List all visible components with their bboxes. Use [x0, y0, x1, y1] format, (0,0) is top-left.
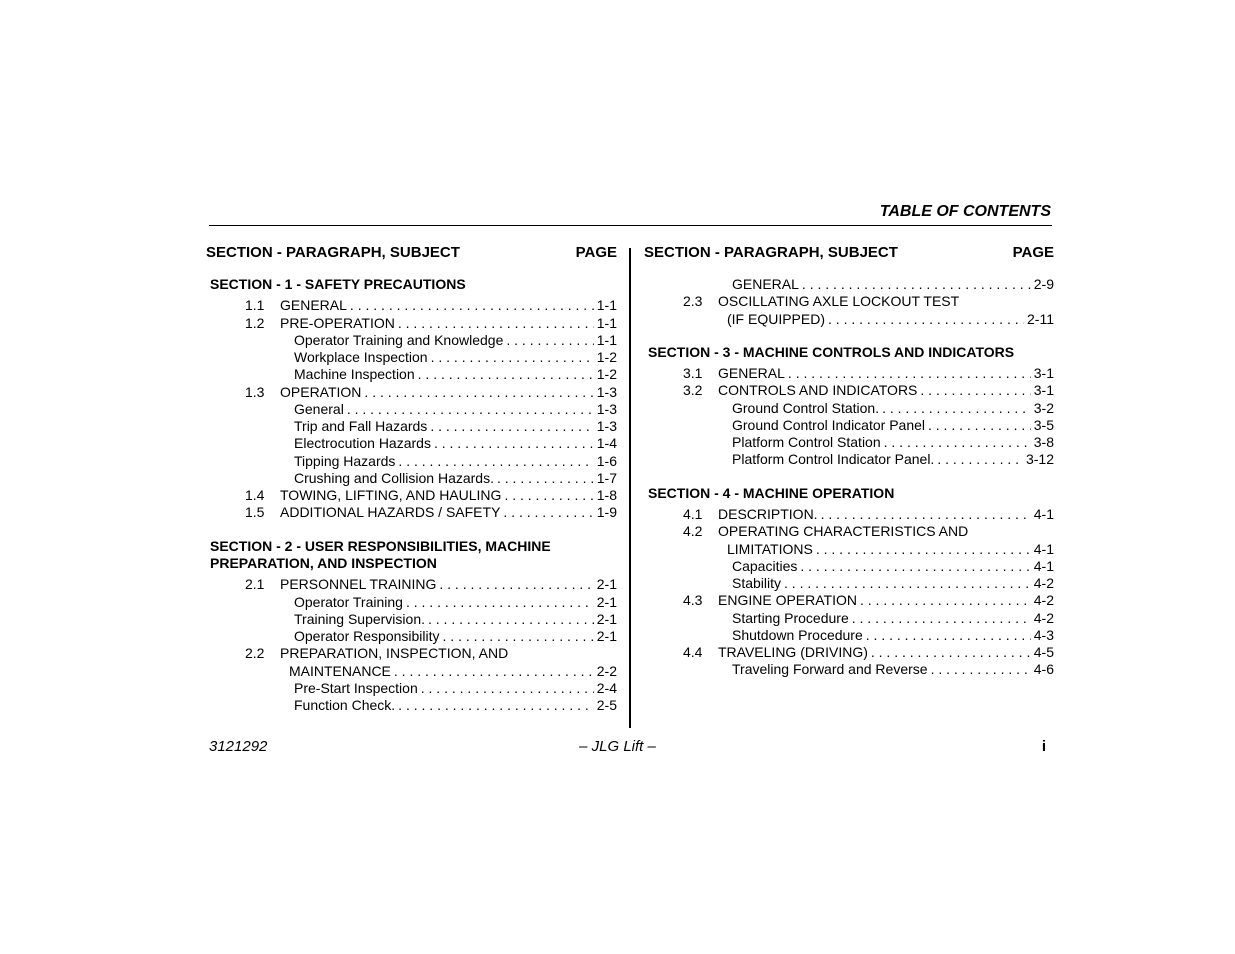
dot-leader	[497, 470, 594, 487]
toc-entry[interactable]	[644, 558, 1054, 575]
toc-entry[interactable]	[644, 451, 1054, 468]
toc-entry-page: 3-1	[1033, 365, 1054, 382]
toc-entry[interactable]	[206, 315, 617, 332]
column-header-page: PAGE	[1012, 244, 1054, 261]
toc-entry[interactable]	[644, 661, 1054, 678]
toc-entry[interactable]	[206, 645, 617, 662]
section-heading: SECTION - 3 - MACHINE CONTROLS AND INDICATORS	[648, 343, 1015, 360]
toc-entry-page: 1-9	[596, 504, 617, 521]
toc-entry[interactable]	[644, 365, 1054, 382]
toc-entry[interactable]	[644, 541, 1054, 558]
toc-entry[interactable]	[206, 470, 617, 487]
dot-leader	[784, 575, 1031, 592]
toc-entry[interactable]	[206, 435, 617, 452]
dot-leader	[428, 611, 594, 628]
toc-entry-number: 1.5	[245, 504, 265, 521]
section-heading	[206, 538, 617, 573]
toc-entry[interactable]	[206, 297, 617, 314]
toc-entry-number: 3.1	[683, 365, 703, 382]
toc-entry[interactable]	[644, 523, 1054, 540]
dot-leader	[398, 697, 594, 714]
toc-entry-number: 2.1	[245, 576, 265, 593]
column-header	[206, 244, 617, 266]
toc-entry[interactable]	[206, 384, 617, 401]
section-heading-line: PREPARATION, AND INSPECTION	[210, 555, 437, 572]
toc-list	[644, 506, 1054, 679]
toc-entry-label: Pre-Start Inspection	[294, 679, 418, 696]
toc-entry-label: PRE-OPERATION	[280, 314, 395, 331]
toc-entry[interactable]	[206, 628, 617, 645]
toc-entry-page: 3-5	[1033, 416, 1054, 433]
page-number: i	[1041, 738, 1046, 755]
toc-entry[interactable]	[644, 506, 1054, 523]
toc-entry[interactable]	[206, 504, 617, 521]
dot-leader	[398, 315, 594, 332]
toc-entry-page: 2-1	[596, 610, 617, 627]
toc-entry-label: Operator Responsibility	[294, 628, 440, 645]
toc-entry[interactable]	[206, 332, 617, 349]
toc-entry[interactable]	[644, 627, 1054, 644]
toc-entry-page: 4-3	[1033, 626, 1054, 643]
toc-entry-label: Crushing and Collision Hazards.	[294, 469, 494, 486]
toc-entry-page: 2-1	[596, 628, 617, 645]
dot-leader	[788, 365, 1031, 382]
toc-entry[interactable]	[206, 576, 617, 593]
toc-list	[644, 365, 1054, 469]
dot-leader	[816, 541, 1031, 558]
toc-entry-page: 4-2	[1033, 592, 1054, 609]
toc-entry-page: 1-1	[596, 331, 617, 348]
toc-entry-label: TOWING, LIFTING, AND HAULING	[280, 487, 502, 504]
toc-entry-page: 4-2	[1033, 609, 1054, 626]
dot-leader	[871, 644, 1031, 661]
toc-entry-page: 1-7	[596, 469, 617, 486]
toc-entry-page: 4-1	[1033, 540, 1054, 557]
toc-list	[206, 297, 617, 521]
toc-entry-label: General	[294, 400, 344, 417]
toc-entry[interactable]	[206, 680, 617, 697]
toc-entry-page: 4-5	[1033, 644, 1054, 661]
toc-entry-number: 1.3	[245, 383, 265, 400]
header-rule	[209, 225, 1052, 226]
dot-leader	[430, 418, 593, 435]
dot-leader	[347, 401, 594, 418]
toc-entry-page: 1-1	[596, 297, 617, 314]
toc-entry-label: Operator Training and Knowledge	[294, 331, 504, 348]
toc-entry-label: Starting Procedure	[732, 609, 849, 626]
toc-entry-label: GENERAL	[718, 365, 785, 382]
dot-leader	[931, 661, 1031, 678]
toc-entry-label: Traveling Forward and Reverse	[732, 661, 928, 678]
column-header	[644, 244, 1054, 266]
toc-right-column	[644, 244, 1054, 679]
toc-entry-page: 4-1	[1033, 557, 1054, 574]
toc-entry-number: 1.1	[245, 297, 265, 314]
toc-entry-label: ADDITIONAL HAZARDS / SAFETY	[280, 504, 501, 521]
toc-entry[interactable]	[644, 276, 1054, 293]
toc-entry[interactable]	[206, 401, 617, 418]
toc-list	[206, 576, 617, 714]
toc-entry-label: Operator Training	[294, 593, 403, 610]
column-header-subject: SECTION - PARAGRAPH, SUBJECT	[206, 244, 460, 261]
dot-leader	[506, 332, 593, 349]
dot-leader	[434, 435, 594, 452]
toc-entry-page: 3-12	[1025, 451, 1054, 468]
column-header-page: PAGE	[575, 244, 617, 261]
toc-entry-page: 1-1	[596, 314, 617, 331]
toc-entry-page: 1-3	[596, 418, 617, 435]
toc-entry-label: ENGINE OPERATION	[718, 592, 857, 609]
toc-entry-label: Electrocution Hazards	[294, 435, 431, 452]
toc-entry-label: MAINTENANCE	[289, 662, 391, 679]
toc-entry-label: PREPARATION, INSPECTION, AND	[280, 645, 509, 662]
toc-entry[interactable]	[644, 400, 1054, 417]
toc-entry-page: 1-2	[596, 349, 617, 366]
toc-entry[interactable]	[206, 487, 617, 504]
toc-entry[interactable]	[206, 453, 617, 470]
toc-entry-label: PERSONNEL TRAINING	[280, 576, 437, 593]
toc-entry-page: 2-2	[596, 662, 617, 679]
toc-left-column	[206, 244, 617, 714]
toc-entry-page: 1-8	[596, 487, 617, 504]
toc-entry-label: LIMITATIONS	[727, 540, 813, 557]
document-number: 3121292	[209, 738, 268, 755]
dot-leader	[928, 417, 1031, 434]
section-heading: SECTION - 1 - SAFETY PRECAUTIONS	[210, 276, 466, 292]
page-title: TABLE OF CONTENTS	[879, 203, 1051, 220]
toc-entry[interactable]	[644, 417, 1054, 434]
toc-entry-page: 2-4	[596, 679, 617, 696]
dot-leader	[418, 366, 594, 383]
toc-entry-page: 2-11	[1027, 310, 1054, 327]
toc-entry-label: DESCRIPTION.	[718, 506, 818, 523]
toc-entry-label: Tipping Hazards	[294, 452, 396, 469]
section-heading-line: SECTION - 2 - USER RESPONSIBILITIES, MACHINE	[210, 537, 551, 554]
toc-entry-label: Ground Control Indicator Panel	[732, 416, 925, 433]
toc-entry-page: 2-1	[596, 576, 617, 593]
toc-entry[interactable]	[206, 418, 617, 435]
dot-leader	[421, 680, 594, 697]
toc-entry[interactable]	[206, 697, 617, 714]
toc-entry-label: Training Supervision.	[294, 610, 425, 627]
dot-leader	[398, 453, 593, 470]
dot-leader	[937, 451, 1023, 468]
toc-entry-label: Function Check.	[294, 697, 396, 714]
toc-entry-page: 1-4	[596, 435, 617, 452]
footer-center-text: – JLG Lift –	[579, 738, 656, 755]
toc-entry-number: 1.2	[245, 314, 265, 331]
column-divider	[629, 248, 631, 728]
toc-entry-label: Platform Control Station	[732, 434, 881, 451]
toc-entry-page: 1-3	[596, 400, 617, 417]
dot-leader	[350, 297, 594, 314]
toc-entry[interactable]	[644, 592, 1054, 609]
toc-entry-number: 1.4	[245, 487, 265, 504]
toc-entry-label: Ground Control Station.	[732, 399, 880, 416]
toc-entry-page: 4-1	[1033, 506, 1054, 523]
dot-leader	[828, 311, 1024, 328]
dot-leader	[503, 504, 593, 521]
column-header-subject: SECTION - PARAGRAPH, SUBJECT	[644, 244, 898, 261]
toc-entry-number: 2.3	[683, 293, 703, 310]
dot-leader	[852, 610, 1031, 627]
toc-entry[interactable]	[644, 434, 1054, 451]
toc-entry-label: TRAVELING (DRIVING)	[718, 644, 868, 661]
toc-list	[644, 276, 1054, 328]
dot-leader	[394, 663, 594, 680]
toc-entry-number: 4.4	[683, 644, 703, 661]
dot-leader	[443, 628, 594, 645]
toc-entry-label: OSCILLATING AXLE LOCKOUT TEST	[718, 293, 960, 310]
toc-entry-page: 3-8	[1033, 434, 1054, 451]
toc-entry-page: 4-6	[1033, 661, 1054, 678]
toc-entry-page: 4-2	[1033, 575, 1054, 592]
dot-leader	[860, 592, 1031, 609]
toc-entry[interactable]	[206, 611, 617, 628]
toc-entry-label: Capacities	[732, 557, 798, 574]
toc-entry-label: (IF EQUIPPED)	[727, 310, 826, 327]
toc-entry-page: 1-6	[596, 452, 617, 469]
toc-entry[interactable]	[206, 594, 617, 611]
toc-entry-page: 2-1	[596, 593, 617, 610]
toc-entry-number: 3.2	[683, 382, 703, 399]
toc-entry-label: GENERAL	[280, 297, 347, 314]
section-heading: SECTION - 4 - MACHINE OPERATION	[648, 484, 895, 501]
toc-entry-label: CONTROLS AND INDICATORS	[718, 382, 918, 399]
toc-entry[interactable]	[644, 382, 1054, 399]
dot-leader	[800, 558, 1030, 575]
toc-entry-label: GENERAL	[732, 276, 799, 292]
toc-entry-label: Workplace Inspection	[294, 349, 428, 366]
dot-leader	[866, 627, 1031, 644]
toc-entry[interactable]	[644, 575, 1054, 592]
toc-entry[interactable]	[206, 349, 617, 366]
toc-entry-page: 1-2	[596, 366, 617, 383]
toc-entry-label: OPERATION	[280, 383, 362, 400]
toc-entry-number: 4.2	[683, 523, 703, 540]
dot-leader	[821, 506, 1031, 523]
dot-leader	[802, 276, 1031, 293]
toc-entry-label: Trip and Fall Hazards	[294, 418, 428, 435]
dot-leader	[364, 384, 593, 401]
toc-entry-number: 4.1	[683, 506, 703, 523]
toc-entry-label: Machine Inspection	[294, 366, 415, 383]
toc-entry[interactable]	[644, 311, 1054, 328]
toc-entry-page: 2-5	[596, 697, 617, 714]
dot-leader	[884, 434, 1031, 451]
dot-leader	[431, 349, 594, 366]
toc-entry-page: 3-2	[1033, 399, 1054, 416]
toc-entry-page: 2-9	[1033, 276, 1054, 292]
toc-entry[interactable]	[206, 366, 617, 383]
dot-leader	[882, 400, 1031, 417]
toc-entry-number: 4.3	[683, 592, 703, 609]
toc-entry[interactable]	[644, 293, 1054, 310]
toc-entry-label: Shutdown Procedure	[732, 626, 863, 643]
dot-leader	[439, 576, 593, 593]
toc-entry-label: Platform Control Indicator Panel.	[732, 451, 935, 468]
dot-leader	[406, 594, 594, 611]
toc-entry-page: 1-3	[596, 383, 617, 400]
toc-entry-label: Stability	[732, 575, 782, 592]
dot-leader	[504, 487, 593, 504]
toc-entry[interactable]	[644, 610, 1054, 627]
toc-entry-number: 2.2	[245, 645, 265, 662]
toc-entry[interactable]	[644, 644, 1054, 661]
toc-entry-page: 3-1	[1033, 382, 1054, 399]
toc-entry[interactable]	[206, 663, 617, 680]
dot-leader	[920, 382, 1030, 399]
toc-entry-label: OPERATING CHARACTERISTICS AND	[718, 523, 969, 540]
